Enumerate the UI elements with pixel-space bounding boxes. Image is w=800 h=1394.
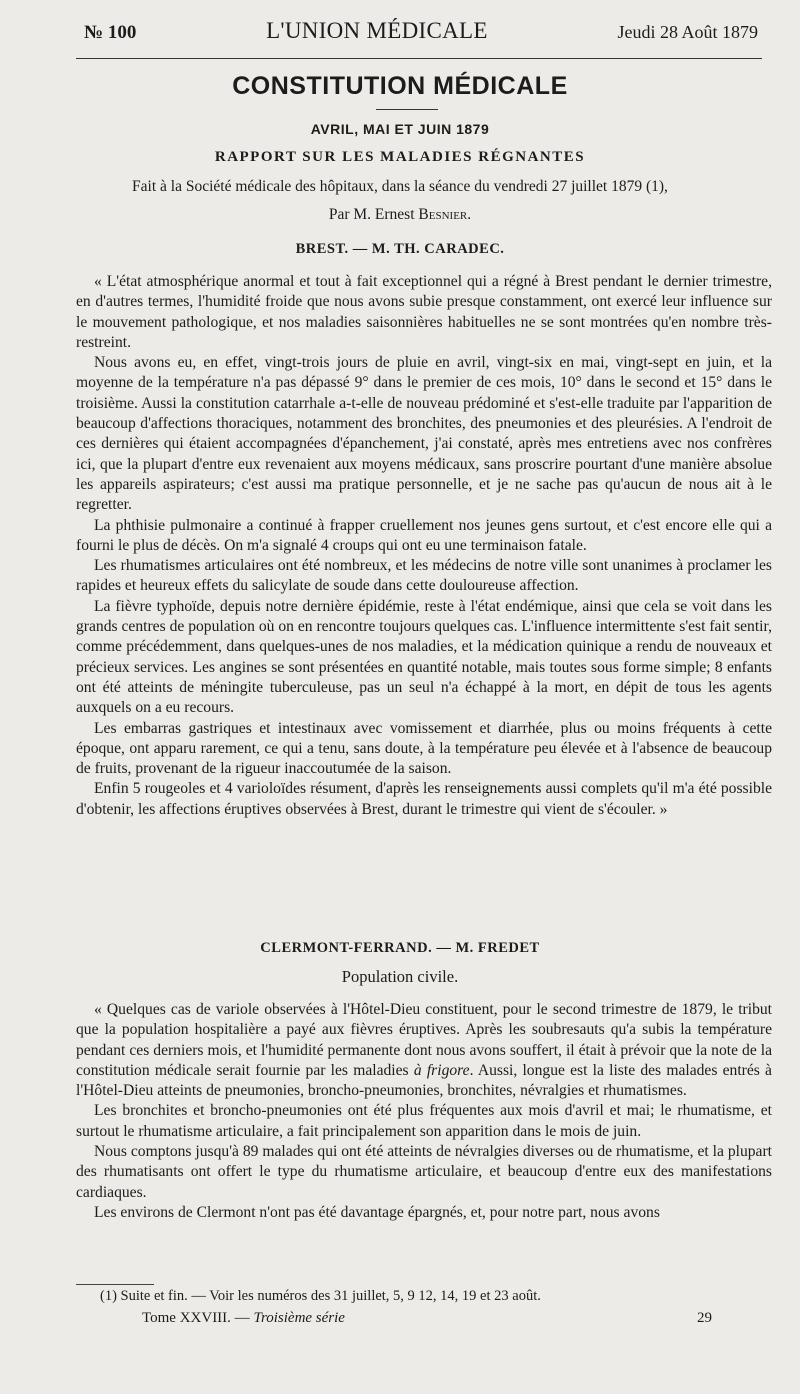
article-fait: Fait à la Société médicale des hôpitaux, dans la séance du vendredi 27 juillet 1879 (1), bbox=[132, 178, 668, 195]
page-footer bbox=[142, 1310, 712, 1327]
paragraph: Les environs de Clermont n'ont pas été davantage épargnés, et, pour notre part, nous avons bbox=[94, 1203, 660, 1221]
clermont-body bbox=[76, 1000, 772, 1223]
paragraph: La fièvre typhoïde, depuis notre dernière épidémie, reste à l'état endémique, ainsi que cela se voit dans les grands centres de population où on en rencontre toujours quelques cas. L'influence intermittente s'est fait sentir, comme précédemment, dans quelques-unes de nos maladies, et la médication quinique a rendu de nouveaux et précieux services. Les angines se sont présentées en quantité notable, mais toutes sous forme simple; 8 enfants ont été atteints de méningite tuberculeuse, pas un seul n'a échappé à la mort, en dépit de tous les agents auxquels on a eu recours. bbox=[76, 597, 772, 717]
paragraph: La phthisie pulmonaire a continué à frapper cruellement nos jeunes gens surtout, et c'est encore elle qui a fourni le plus de décès. On m'a signalé 4 croups qui ont eu une terminaison fatale. bbox=[76, 516, 772, 554]
paragraph: Les rhumatismes articulaires ont été nombreux, et les médecins de notre ville sont unanimes à proclamer les rapides et heureux effets du salicylate de soude dans cette douloureuse affection. bbox=[76, 557, 772, 595]
brest-body bbox=[76, 272, 772, 820]
author-prefix: Par M. Ernest bbox=[328, 206, 419, 223]
section-heading-clermont: CLERMONT-FERRAND. — M. FREDET bbox=[260, 940, 540, 956]
paragraph: Enfin 5 rougeoles et 4 varioloïdes résument, d'après les renseignements aussi complets qu'il m'a été possible d'obtenir, les affections éruptives observées à Brest, durant le trimestre qui vient de s'écouler. » bbox=[76, 780, 772, 818]
page-number: 29 bbox=[697, 1310, 712, 1326]
paragraph: Nous comptons jusqu'à 89 malades qui ont été atteints de névralgies diverses ou de rhumatisme, et la plupart des rhumatisants ont offert le type du rhumatisme articulaire, et beaucoup d'entre eux des manifestations cardiaques. bbox=[76, 1143, 772, 1201]
italic-term: à frigore bbox=[413, 1061, 470, 1079]
title-rule bbox=[376, 109, 438, 110]
footnote: (1) Suite et fin. — Voir les numéros des 31 juillet, 5, 9 12, 14, 19 et 23 août. bbox=[100, 1288, 541, 1304]
paragraph: Les bronchites et broncho-pneumonies ont été plus fréquentes aux mois d'avril et mai; le rhumatisme, et surtout le rhumatisme articulaire, a fait principalement son apparition dans le mois de juin. bbox=[76, 1102, 772, 1140]
paragraph-text: . Aussi, longue est la liste des malades entrés à l'Hôtel-Dieu atteints de pneumonies, broncho-pneumonies, bronchites, névralgies et rhumatismes. bbox=[76, 1061, 772, 1100]
volume-label: Tome XXVIII. — bbox=[142, 1310, 254, 1326]
issue-number: № 100 bbox=[84, 22, 137, 43]
footnote-rule bbox=[76, 1284, 154, 1285]
journal-title: L'UNION MÉDICALE bbox=[266, 18, 488, 43]
article-subtitle: RAPPORT SUR LES MALADIES RÉGNANTES bbox=[214, 149, 586, 165]
section-heading-brest: BREST. — M. TH. CARADEC. bbox=[295, 241, 505, 257]
issue-date: Jeudi 28 Août 1879 bbox=[617, 22, 758, 42]
paragraph: « L'état atmosphérique anormal et tout à fait exceptionnel qui a régné à Brest pendant le dernier trimestre, en d'autres termes, l'humidité froide que nous avons subie presque constamment, ont exercé leur influence sur le mouvement pathologique, et nos maladies saisonnières habituelles ne se sont montrées qu'en nombre très-restreint. bbox=[76, 273, 772, 351]
page-header bbox=[84, 18, 758, 44]
author-name: Besnier. bbox=[418, 206, 472, 223]
paragraph: Les embarras gastriques et intestinaux avec vomissement et diarrhée, plus ou moins fréquents à cette époque, ont apparu rarement, ce qui a tenu, sans doute, à la température peu élevée et à l'absence de beaucoup de fruits, provenant de la rigueur inaccoutumée de la saison. bbox=[76, 719, 772, 778]
subsection-heading: Population civile. bbox=[341, 967, 459, 986]
paragraph bbox=[76, 1000, 772, 1101]
article-months: AVRIL, MAI ET JUIN 1879 bbox=[310, 121, 490, 137]
article-author bbox=[0, 206, 800, 224]
paragraph: Nous avons eu, en effet, vingt-trois jours de pluie en avril, vingt-six en mai, vingt-sept en juin, et la moyenne de la température n'a pas dépassé 9° dans le premier de ces mois, 10° dans le second et 15° dans le troisième. Aussi la constitution catarrhale a-t-elle de nouveau prédominé et s'est-elle traduite par l'apparition de beaucoup d'affections thoraciques, notamment des bronchites, des pneumonies et des pleurésies. A l'endroit de ces dernières qui étaient accompagnées d'épanchement, j'ai constaté, après mes entretiens avec nos confrères ici, que la plupart d'entre eux revenaient aux moyens médicaux, sans proscrire pourtant d'une manière absolue les appareils aspirateurs; c'est aussi ma pratique personnelle, et je ne sache pas qu'aucun de nous ait à le regretter. bbox=[76, 354, 772, 514]
volume-info bbox=[142, 1310, 345, 1327]
article-title: CONSTITUTION MÉDICALE bbox=[232, 72, 568, 100]
header-rule bbox=[76, 58, 762, 59]
series-label: Troisième série bbox=[253, 1310, 345, 1326]
paragraph-text: « Quelques cas de variole observées à l'Hôtel-Dieu constituent, pour le second trimestre de 1879, le tribut que la population hospitalière a payé aux fièvres éruptives. Après les soubresauts qu'a subis la température pendant ces derniers mois, et l'humidité permanente dont nous avons souffert, il était à prévoir que la note de la constitution médicale serait fournie par les maladies bbox=[76, 1001, 772, 1079]
